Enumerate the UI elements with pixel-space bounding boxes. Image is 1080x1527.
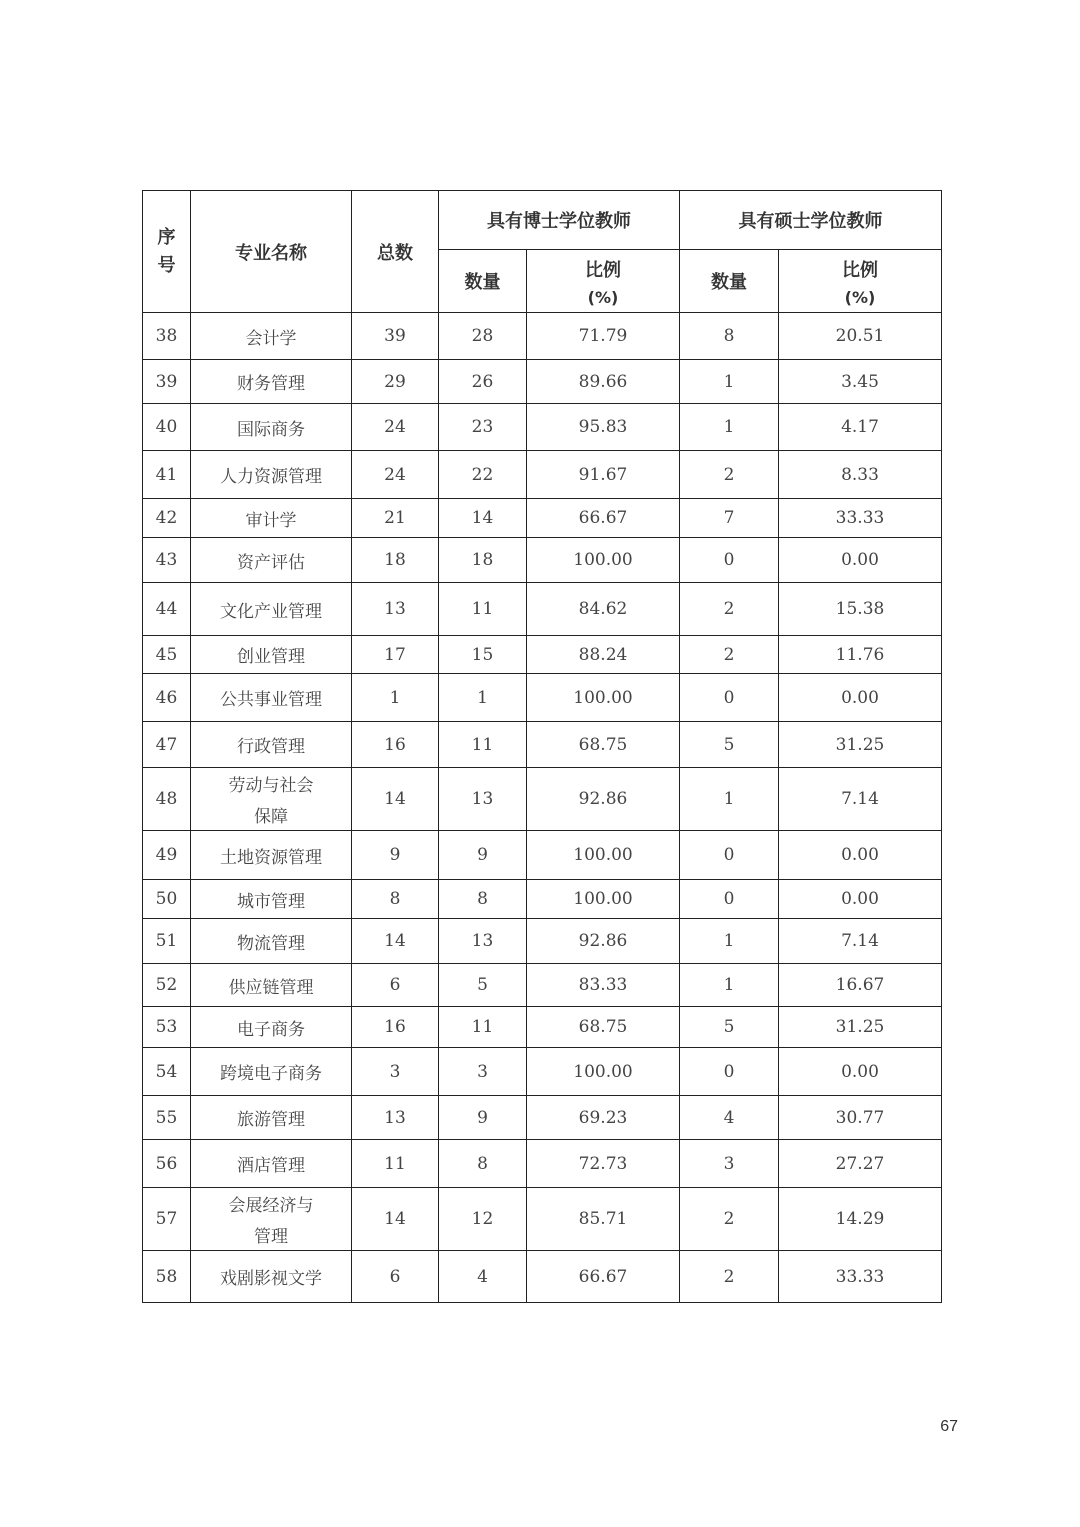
cell-phd-ratio: 100.00 xyxy=(527,831,680,880)
cell-major-line2: 管理 xyxy=(254,1227,288,1247)
table-body xyxy=(143,313,942,1303)
cell-phd-ratio: 100.00 xyxy=(527,1048,680,1096)
table-row xyxy=(143,1188,942,1251)
table-row xyxy=(143,451,942,499)
cell-phd-count: 8 xyxy=(439,880,527,919)
cell-phd-ratio: 68.75 xyxy=(527,1007,680,1048)
cell-total: 24 xyxy=(352,451,439,499)
header-phd-count: 数量 xyxy=(439,250,527,313)
cell-master-ratio: 20.51 xyxy=(779,313,942,360)
cell-major: 会计学 xyxy=(191,313,352,360)
cell-phd-ratio: 66.67 xyxy=(527,499,680,538)
cell-master-ratio: 0.00 xyxy=(779,674,942,722)
cell-master-ratio: 8.33 xyxy=(779,451,942,499)
cell-phd-ratio: 88.24 xyxy=(527,636,680,674)
cell-total: 14 xyxy=(352,919,439,964)
cell-total: 3 xyxy=(352,1048,439,1096)
cell-phd-count: 12 xyxy=(439,1188,527,1251)
cell-major-line1: 会展经济与 xyxy=(228,1196,314,1216)
table-row xyxy=(143,831,942,880)
header-phd-ratio xyxy=(527,250,680,313)
cell-master-ratio: 7.14 xyxy=(779,919,942,964)
table-row xyxy=(143,1048,942,1096)
cell-total: 11 xyxy=(352,1140,439,1188)
cell-total: 6 xyxy=(352,1251,439,1303)
cell-phd-ratio: 69.23 xyxy=(527,1096,680,1140)
cell-seq: 44 xyxy=(143,583,191,636)
cell-phd-count: 3 xyxy=(439,1048,527,1096)
cell-major: 戏剧影视文学 xyxy=(191,1251,352,1303)
cell-phd-count: 26 xyxy=(439,360,527,404)
table-row xyxy=(143,880,942,919)
cell-master-ratio: 33.33 xyxy=(779,1251,942,1303)
cell-phd-count: 23 xyxy=(439,404,527,451)
cell-seq: 43 xyxy=(143,538,191,583)
table-row xyxy=(143,722,942,768)
cell-master-count: 2 xyxy=(680,636,779,674)
cell-master-count: 0 xyxy=(680,831,779,880)
cell-master-count: 2 xyxy=(680,583,779,636)
cell-phd-count: 4 xyxy=(439,1251,527,1303)
table-row xyxy=(143,674,942,722)
cell-master-count: 1 xyxy=(680,768,779,831)
cell-seq: 50 xyxy=(143,880,191,919)
cell-phd-count: 9 xyxy=(439,1096,527,1140)
cell-master-ratio: 4.17 xyxy=(779,404,942,451)
cell-master-count: 7 xyxy=(680,499,779,538)
cell-master-count: 4 xyxy=(680,1096,779,1140)
cell-major: 公共事业管理 xyxy=(191,674,352,722)
cell-phd-count: 15 xyxy=(439,636,527,674)
cell-master-ratio: 0.00 xyxy=(779,1048,942,1096)
cell-phd-ratio: 72.73 xyxy=(527,1140,680,1188)
cell-master-ratio: 0.00 xyxy=(779,538,942,583)
header-phd-group: 具有博士学位教师 xyxy=(439,191,680,250)
cell-master-count: 0 xyxy=(680,538,779,583)
cell-major: 文化产业管理 xyxy=(191,583,352,636)
cell-master-count: 5 xyxy=(680,1007,779,1048)
cell-master-count: 1 xyxy=(680,964,779,1007)
cell-major: 财务管理 xyxy=(191,360,352,404)
cell-major: 土地资源管理 xyxy=(191,831,352,880)
cell-phd-ratio: 92.86 xyxy=(527,919,680,964)
cell-master-ratio: 11.76 xyxy=(779,636,942,674)
cell-seq: 53 xyxy=(143,1007,191,1048)
cell-phd-count: 14 xyxy=(439,499,527,538)
table-row xyxy=(143,964,942,1007)
cell-phd-count: 5 xyxy=(439,964,527,1007)
cell-seq: 45 xyxy=(143,636,191,674)
header-seq-line2: 号 xyxy=(157,254,176,276)
cell-phd-count: 13 xyxy=(439,919,527,964)
cell-major: 人力资源管理 xyxy=(191,451,352,499)
cell-total: 16 xyxy=(352,722,439,768)
cell-master-ratio: 27.27 xyxy=(779,1140,942,1188)
cell-total: 24 xyxy=(352,404,439,451)
header-major: 专业名称 xyxy=(191,191,352,313)
cell-seq: 39 xyxy=(143,360,191,404)
table-row xyxy=(143,919,942,964)
cell-major: 电子商务 xyxy=(191,1007,352,1048)
cell-seq: 47 xyxy=(143,722,191,768)
cell-major: 行政管理 xyxy=(191,722,352,768)
cell-phd-ratio: 100.00 xyxy=(527,880,680,919)
table-row xyxy=(143,636,942,674)
cell-major xyxy=(191,1188,352,1251)
header-master-ratio xyxy=(779,250,942,313)
header-seq-line1: 序 xyxy=(157,226,176,248)
cell-phd-count: 18 xyxy=(439,538,527,583)
header-phd-ratio-label: 比例 xyxy=(585,259,621,281)
cell-phd-ratio: 92.86 xyxy=(527,768,680,831)
cell-phd-count: 8 xyxy=(439,1140,527,1188)
cell-master-count: 3 xyxy=(680,1140,779,1188)
cell-total: 1 xyxy=(352,674,439,722)
cell-seq: 46 xyxy=(143,674,191,722)
table-row xyxy=(143,1251,942,1303)
cell-phd-ratio: 66.67 xyxy=(527,1251,680,1303)
header-total: 总数 xyxy=(352,191,439,313)
table-row xyxy=(143,768,942,831)
cell-master-count: 2 xyxy=(680,451,779,499)
header-seq xyxy=(143,191,191,313)
table-row xyxy=(143,1096,942,1140)
cell-master-ratio: 30.77 xyxy=(779,1096,942,1140)
cell-phd-ratio: 89.66 xyxy=(527,360,680,404)
cell-phd-ratio: 85.71 xyxy=(527,1188,680,1251)
cell-total: 29 xyxy=(352,360,439,404)
cell-total: 14 xyxy=(352,768,439,831)
cell-master-count: 0 xyxy=(680,674,779,722)
cell-total: 9 xyxy=(352,831,439,880)
cell-phd-count: 11 xyxy=(439,583,527,636)
cell-master-count: 2 xyxy=(680,1251,779,1303)
cell-master-ratio: 0.00 xyxy=(779,880,942,919)
cell-master-ratio: 33.33 xyxy=(779,499,942,538)
cell-seq: 38 xyxy=(143,313,191,360)
cell-master-ratio: 14.29 xyxy=(779,1188,942,1251)
cell-major: 审计学 xyxy=(191,499,352,538)
cell-total: 13 xyxy=(352,583,439,636)
cell-total: 18 xyxy=(352,538,439,583)
cell-major: 创业管理 xyxy=(191,636,352,674)
table-header xyxy=(143,191,942,313)
cell-phd-count: 28 xyxy=(439,313,527,360)
table-row xyxy=(143,499,942,538)
cell-master-ratio: 15.38 xyxy=(779,583,942,636)
table-row xyxy=(143,313,942,360)
cell-phd-ratio: 100.00 xyxy=(527,538,680,583)
cell-seq: 56 xyxy=(143,1140,191,1188)
cell-phd-ratio: 71.79 xyxy=(527,313,680,360)
cell-phd-ratio: 95.83 xyxy=(527,404,680,451)
cell-total: 21 xyxy=(352,499,439,538)
page-number: 67 xyxy=(940,1418,958,1435)
cell-total: 6 xyxy=(352,964,439,1007)
cell-major xyxy=(191,768,352,831)
cell-phd-count: 1 xyxy=(439,674,527,722)
cell-seq: 40 xyxy=(143,404,191,451)
cell-major: 国际商务 xyxy=(191,404,352,451)
cell-phd-ratio: 84.62 xyxy=(527,583,680,636)
cell-master-count: 1 xyxy=(680,404,779,451)
cell-major: 跨境电子商务 xyxy=(191,1048,352,1096)
header-phd-ratio-unit: (%) xyxy=(587,287,619,307)
cell-master-count: 8 xyxy=(680,313,779,360)
cell-phd-ratio: 83.33 xyxy=(527,964,680,1007)
cell-total: 13 xyxy=(352,1096,439,1140)
header-master-group: 具有硕士学位教师 xyxy=(680,191,942,250)
cell-major: 酒店管理 xyxy=(191,1140,352,1188)
cell-master-ratio: 31.25 xyxy=(779,722,942,768)
table-row xyxy=(143,538,942,583)
cell-seq: 58 xyxy=(143,1251,191,1303)
cell-major-line1: 劳动与社会 xyxy=(228,776,314,796)
cell-total: 14 xyxy=(352,1188,439,1251)
cell-master-count: 1 xyxy=(680,919,779,964)
cell-master-ratio: 31.25 xyxy=(779,1007,942,1048)
cell-phd-count: 11 xyxy=(439,722,527,768)
cell-seq: 54 xyxy=(143,1048,191,1096)
cell-seq: 55 xyxy=(143,1096,191,1140)
cell-seq: 49 xyxy=(143,831,191,880)
cell-seq: 48 xyxy=(143,768,191,831)
cell-major: 旅游管理 xyxy=(191,1096,352,1140)
cell-master-ratio: 16.67 xyxy=(779,964,942,1007)
table-row xyxy=(143,1007,942,1048)
cell-phd-ratio: 100.00 xyxy=(527,674,680,722)
cell-phd-ratio: 91.67 xyxy=(527,451,680,499)
table-row xyxy=(143,1140,942,1188)
cell-seq: 57 xyxy=(143,1188,191,1251)
cell-major: 城市管理 xyxy=(191,880,352,919)
cell-master-ratio: 0.00 xyxy=(779,831,942,880)
table-row xyxy=(143,404,942,451)
cell-seq: 41 xyxy=(143,451,191,499)
cell-master-count: 2 xyxy=(680,1188,779,1251)
table-row xyxy=(143,583,942,636)
cell-total: 8 xyxy=(352,880,439,919)
cell-seq: 52 xyxy=(143,964,191,1007)
cell-phd-count: 9 xyxy=(439,831,527,880)
cell-phd-count: 22 xyxy=(439,451,527,499)
cell-major-line2: 保障 xyxy=(254,807,288,827)
cell-phd-count: 11 xyxy=(439,1007,527,1048)
cell-master-ratio: 3.45 xyxy=(779,360,942,404)
cell-phd-count: 13 xyxy=(439,768,527,831)
cell-total: 17 xyxy=(352,636,439,674)
header-master-ratio-label: 比例 xyxy=(842,259,878,281)
cell-major: 资产评估 xyxy=(191,538,352,583)
cell-master-count: 0 xyxy=(680,1048,779,1096)
cell-major: 物流管理 xyxy=(191,919,352,964)
cell-seq: 42 xyxy=(143,499,191,538)
faculty-degree-table xyxy=(142,190,942,1303)
cell-phd-ratio: 68.75 xyxy=(527,722,680,768)
cell-total: 16 xyxy=(352,1007,439,1048)
cell-total: 39 xyxy=(352,313,439,360)
header-master-ratio-unit: (%) xyxy=(844,287,876,307)
table-row xyxy=(143,360,942,404)
header-master-count: 数量 xyxy=(680,250,779,313)
cell-master-ratio: 7.14 xyxy=(779,768,942,831)
cell-master-count: 1 xyxy=(680,360,779,404)
cell-master-count: 0 xyxy=(680,880,779,919)
cell-major: 供应链管理 xyxy=(191,964,352,1007)
cell-seq: 51 xyxy=(143,919,191,964)
cell-master-count: 5 xyxy=(680,722,779,768)
